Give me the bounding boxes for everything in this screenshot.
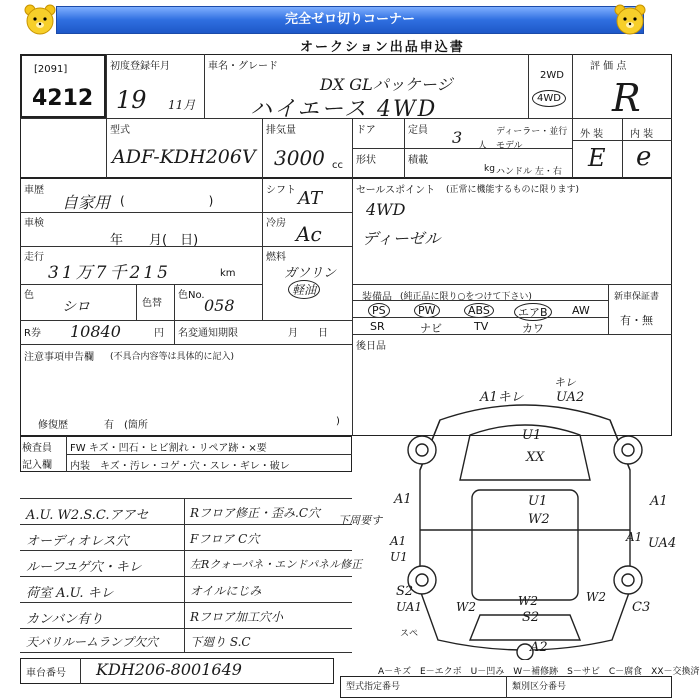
equip-aw: AW: [572, 304, 590, 317]
diagram-mark-ua4: UA4: [648, 536, 677, 551]
displacement-value: 3000: [274, 146, 325, 170]
displacement-label: 排気量: [266, 125, 296, 136]
inspection-label: 車検: [24, 218, 44, 229]
shape-label: 形状: [356, 155, 376, 166]
notes-hint: (不具合内容等は具体的に記入): [110, 352, 235, 362]
exterior-label: 外 装: [580, 129, 604, 140]
interior-value: e: [636, 142, 652, 172]
history-label: 車歴: [24, 185, 44, 196]
color-no-value: 058: [204, 296, 235, 315]
inspector-row-2: キズ・汚レ・コゲ・穴・スレ・ギレ・破レ: [100, 461, 290, 472]
diagram-mark-a1-left-2: A1: [390, 534, 407, 548]
mileage-label: 走行: [24, 252, 44, 263]
interior-label: 内 装: [630, 129, 654, 140]
diagram-mark-a1-right-2: A1: [626, 530, 643, 544]
grade-value: DX GLパッケージ: [320, 75, 453, 94]
equip-airbag: エアB: [514, 303, 552, 321]
remark-4b: オイルにじみ: [190, 584, 262, 598]
eval-label: 評 価 点: [590, 61, 627, 72]
handle-label: ハンドル 左・右: [496, 167, 562, 177]
displacement-unit: cc: [332, 160, 343, 171]
diagram-mark-kire: キレ: [554, 376, 576, 389]
diagram-mark-a2: A2: [530, 640, 548, 655]
model-name-value: ハイエース 4WD: [250, 97, 438, 122]
diagram-mark-u1-center: U1: [528, 494, 548, 509]
capacity-unit: 人: [478, 141, 488, 151]
diagram-mark-a1-right: A1: [650, 494, 668, 509]
drive-2wd: 2WD: [540, 70, 564, 81]
color-label: 色: [24, 290, 34, 301]
form-subtitle: オークション出品申込書: [300, 40, 465, 55]
recycle-label: R券: [24, 328, 41, 339]
warranty-label: 新車保証書: [614, 292, 660, 302]
inspector-row-2-label: 内装: [70, 461, 90, 472]
tone-label: 色替: [142, 298, 162, 309]
lot-number: 4212: [32, 86, 94, 111]
eval-score: R: [612, 76, 641, 120]
type-label: 型式: [110, 125, 130, 136]
inspector-label-1: 検査員: [22, 443, 52, 454]
equipment-label: 装備品: [362, 292, 392, 303]
remark-1a: A.U. W2.S.C.アアセ: [26, 508, 149, 523]
repair-value: 有: [104, 420, 114, 431]
diagram-spare-label: スペ: [400, 629, 419, 639]
diagram-mark-w2-left: W2: [456, 600, 476, 614]
inspection-value: 年 月( 日): [110, 233, 199, 248]
mileage-value: 31万7千215: [48, 263, 171, 283]
remark-6b: 下廻り S.C: [190, 635, 251, 649]
diagram-mark-w2-rear: W2: [518, 594, 538, 608]
banner-title: 完全ゼロ切りコーナー: [56, 6, 644, 34]
diagram-mark-ua2: UA2: [556, 390, 585, 405]
diagram-mark-s2-rear: S2: [522, 610, 540, 625]
later-items-label: 後日品: [356, 341, 386, 352]
capacity-label: 定員: [408, 125, 428, 136]
equip-sr: SR: [370, 320, 385, 333]
load-label: 積載: [408, 155, 428, 166]
fuel-diesel-circled: 軽油: [288, 280, 320, 299]
model-label: モデル: [496, 141, 523, 151]
equip-navi: ナビ: [420, 322, 442, 335]
remark-2b: Fフロア C穴: [190, 532, 260, 546]
remark-6a: 天バリルームランプ欠穴: [26, 635, 159, 649]
chassis-value: KDH206-8001649: [96, 660, 242, 679]
remark-3a: ルーフユゲ穴・キレ: [26, 560, 142, 575]
class-label: 類別区分番号: [512, 682, 567, 692]
equip-tv: TV: [474, 320, 489, 333]
recycle-value: 10840: [70, 322, 121, 341]
remark-2a: オーディオレス穴: [26, 534, 129, 549]
diagram-mark-a1-left: A1: [394, 492, 412, 507]
lot-small-code: [2091]: [34, 64, 68, 75]
color-no-label: 色No.: [178, 290, 205, 301]
diagram-mark-c3: C3: [632, 600, 651, 615]
door-label: ドア: [356, 125, 376, 136]
diagram-mark-ua1: UA1: [396, 600, 423, 614]
equip-leather: カワ: [522, 322, 544, 335]
inspector-row-1: FW キズ・凹石・ヒビ割れ・リペア跡・×要: [70, 443, 267, 454]
fuel-gasoline: ガソリン: [284, 266, 337, 281]
diagram-mark-w2-right: W2: [586, 590, 606, 604]
diagram-mark-s2-left: S2: [396, 584, 414, 599]
bear-mascot-icon-left: [22, 3, 58, 37]
equip-ps: PS: [368, 303, 390, 318]
remark-3b: 左Rクォーパネ・エンドパネル修正: [190, 558, 363, 571]
equip-pw: PW: [414, 303, 440, 318]
history-value: 自家用: [62, 193, 111, 212]
equipment-hint: (純正品に限り○をつけて下さい): [400, 292, 532, 302]
color-value: シロ: [62, 299, 90, 315]
diagram-legend: A－キズ E－エクボ U－凹み W－補修跡 S－サビ C－腐食 XX－交換済: [378, 667, 700, 677]
notes-label: 注意事項申告欄: [24, 352, 94, 363]
remark-5a: カンバン有り: [26, 612, 104, 627]
fuel-label: 燃料: [266, 252, 286, 263]
diagram-mark-xx: XX: [526, 450, 545, 465]
remark-1c: 下周要す: [338, 514, 382, 527]
diagram-mark-w2-center: W2: [528, 512, 550, 527]
first-reg-year: 19: [116, 86, 147, 114]
first-reg-month: 11月: [168, 98, 196, 112]
remark-1b: Rフロア修正・歪み.C穴: [190, 506, 321, 520]
repair-label: 修復歴: [38, 420, 68, 431]
repair-paren: (箇所: [124, 420, 148, 431]
chassis-label: 車台番号: [26, 668, 66, 679]
drive-4wd-circled: 4WD: [532, 90, 566, 107]
ac-label: 冷房: [266, 218, 286, 229]
first-reg-label: 初度登録年月: [110, 61, 170, 72]
equip-abs: ABS: [464, 303, 494, 318]
type-value: ADF-KDH206V: [112, 146, 256, 168]
diagram-mark-u1-top: U1: [522, 428, 542, 443]
diagram-mark-u1-left: U1: [390, 550, 408, 564]
sales-point-1: 4WD: [366, 200, 406, 219]
repair-paren-close: ): [336, 416, 340, 427]
shift-label: シフト: [266, 185, 296, 196]
recycle-unit: 円: [154, 328, 164, 339]
shift-value: AT: [298, 188, 323, 209]
inspector-label-2: 記入欄: [22, 460, 52, 471]
type-cert-label: 型式指定番号: [346, 682, 401, 692]
bear-mascot-icon-right: [612, 3, 648, 37]
ac-value: Ac: [296, 222, 322, 246]
kg-unit: kg: [484, 164, 495, 174]
capacity-value: 3: [452, 128, 463, 147]
sales-point-2: ディーゼル: [362, 229, 441, 248]
title-deadline-label: 名変通知期限: [178, 328, 238, 339]
name-grade-label: 車名・グレード: [208, 61, 278, 72]
sales-points-hint: (正常に機能するものに限ります): [446, 185, 580, 195]
remark-5b: Rフロア加工穴小: [190, 610, 284, 624]
warranty-value: 有・無: [620, 314, 653, 327]
exterior-value: E: [588, 144, 606, 172]
mileage-unit: km: [220, 268, 236, 279]
diagram-mark-a1-kire: A1キレ: [480, 390, 524, 405]
dealer-label: ディーラー・並行: [496, 127, 568, 137]
sales-points-label: セールスポイント: [356, 185, 436, 196]
history-paren: ( ): [120, 194, 214, 208]
title-deadline-value: 月 日: [288, 328, 328, 339]
remark-4a: 荷室 A.U. キレ: [26, 586, 114, 601]
